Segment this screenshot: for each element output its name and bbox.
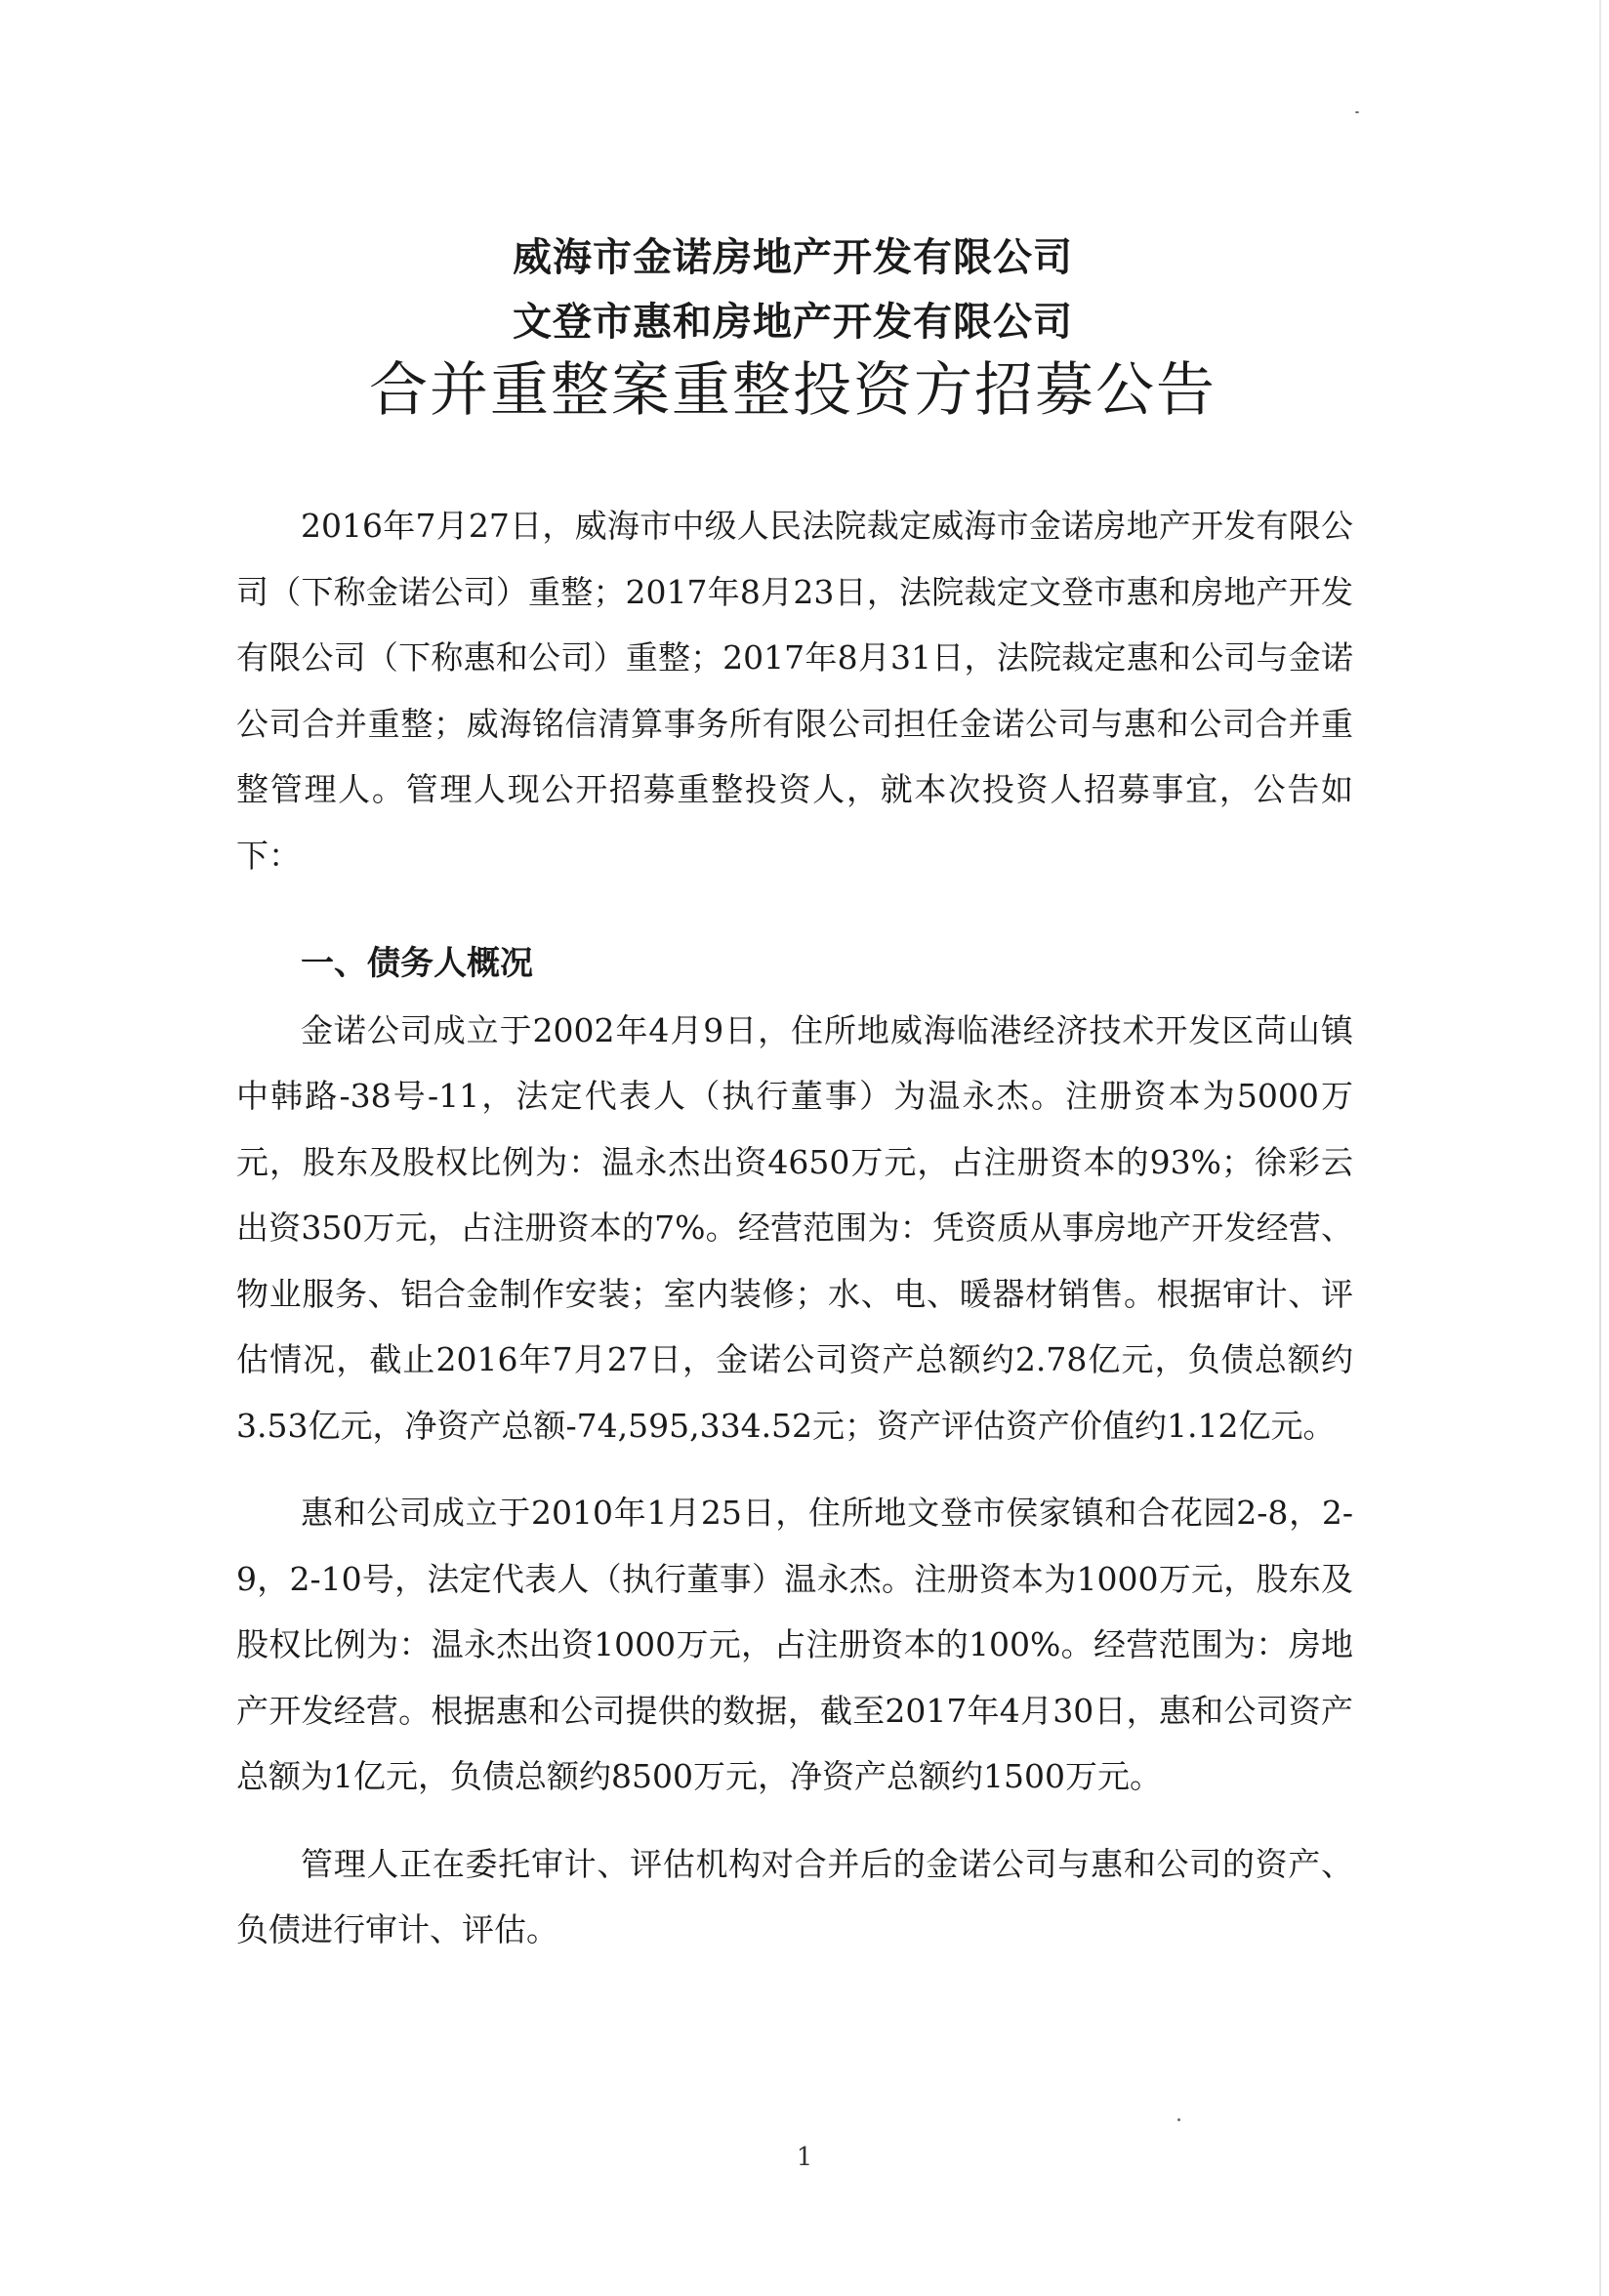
paragraph-audit-note: 管理人正在委托审计、评估机构对合并后的金诺公司与惠和公司的资产、负债进行审计、评估。 <box>236 1844 1353 1948</box>
title-company-huihe: 文登市惠和房地产开发有限公司 <box>513 299 1073 345</box>
page-number: 1 <box>796 2143 813 2172</box>
paragraph-huihe-overview: 惠和公司成立于2010年1月25日，住所地文登市侯家镇和合花园2-8，2-9，2-10号，法定代表人（执行董事）温永杰。注册资本为1000万元，股东及股权比例为：温永杰出资1000万元，占注册资本的100%。经营范围为：房地产开发经营。根据惠和公司提供的数据，截至2017年4月30日，惠和公司资产总额为1亿元，负债总额约8500万元，净资产总额约1500万元。 <box>236 1494 1353 1795</box>
title-company-jinnuo: 威海市金诺房地产开发有限公司 <box>513 234 1073 280</box>
intro-paragraph: 2016年7月27日，威海市中级人民法院裁定威海市金诺房地产开发有限公司（下称金诺公司）重整；2017年8月23日，法院裁定文登市惠和房地产开发有限公司（下称惠和公司）重整；2017年8月31日，法院裁定惠和公司与金诺公司合并重整；威海铭信清算事务所有限公司担任金诺公司与惠和公司合并重整管理人。管理人现公开招募重整投资人，就本次投资人招募事宜，公告如下： <box>236 507 1353 875</box>
paragraph-jinnuo-overview: 金诺公司成立于2002年4月9日，住所地威海临港经济技术开发区苘山镇中韩路-38号-11，法定代表人（执行董事）为温永杰。注册资本为5000万元，股东及股权比例为：温永杰出资4650万元，占注册资本的93%；徐彩云出资350万元，占注册资本的7%。经营范围为：凭资质从事房地产开发经营、物业服务、铝合金制作安装；室内装修；水、电、暖器材销售。根据审计、评估情况，截止2016年7月27日，金诺公司资产总额约2.78亿元，负债总额约3.53亿元，净资产总额-74,595,334.52元；资产评估资产价值约1.12亿元。 <box>236 1010 1353 1445</box>
section-heading-debtor-overview: 一、债务人概况 <box>301 944 533 983</box>
scan-edge <box>1599 0 1601 2296</box>
scan-speck <box>1355 111 1359 113</box>
announcement-body <box>236 493 1353 1963</box>
page-title: 合并重整案重整投资方招募公告 <box>369 356 1217 425</box>
scan-speck <box>1177 2118 1180 2121</box>
